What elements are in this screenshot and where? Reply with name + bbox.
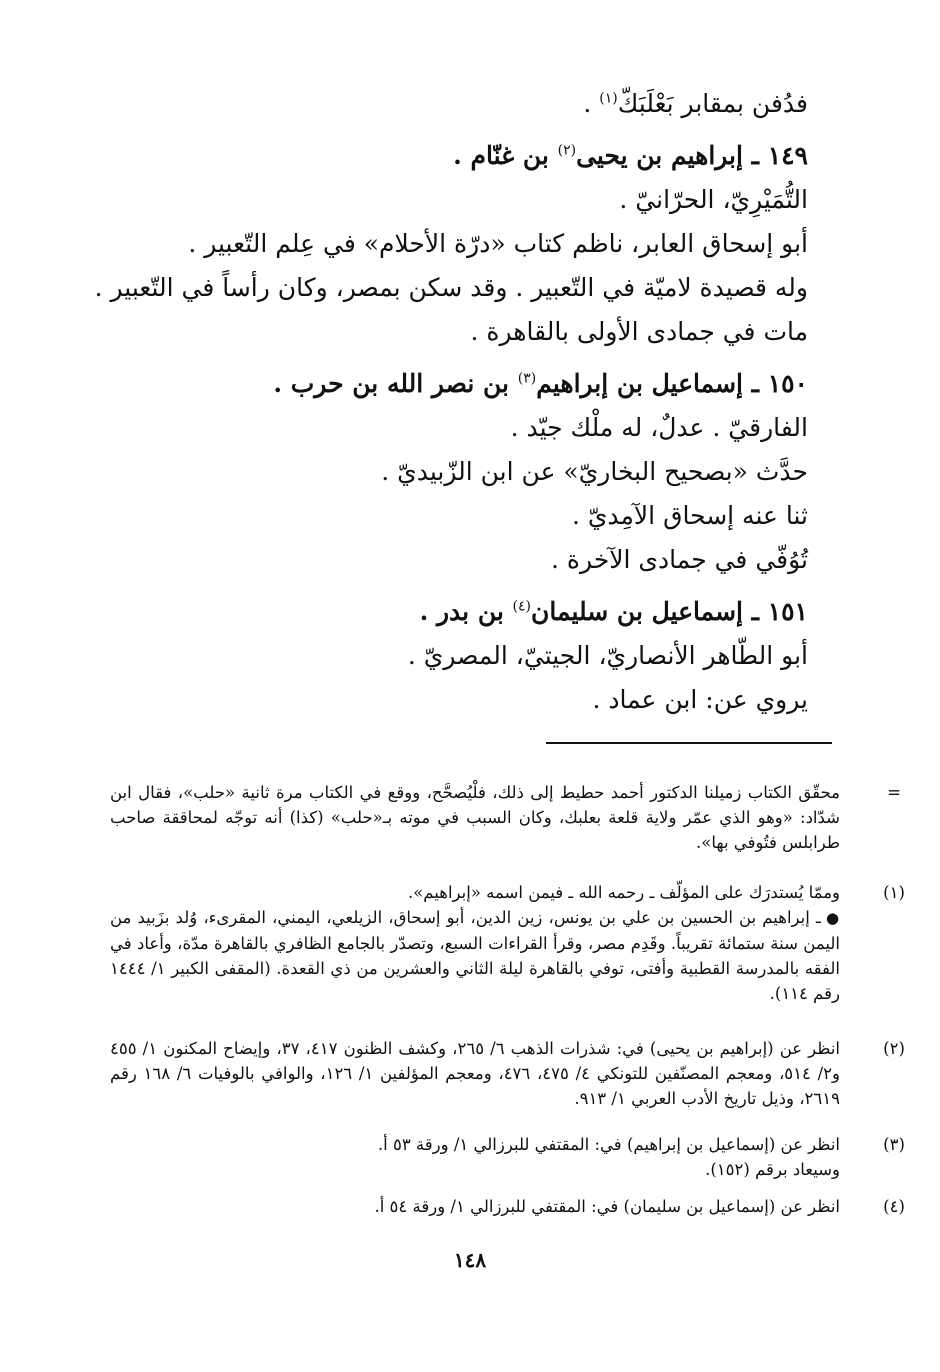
footnote-ref-1: (١) [599,90,618,107]
footnote-3-line: انظر عن (إسماعيل بن إبراهيم) في: المقتفي للبرزالي ١/ ورقة ٥٣ أ. [377,1135,840,1154]
footnote-ref-2: (٢) [557,142,577,159]
entry-151-name: ١٥١ ـ إسماعيل بن سليمان [531,597,808,626]
footnote-separator [546,742,832,744]
footnote-continuation [110,780,901,855]
entry-149-line: وله قصيدة لاميّة في التّعبير . وقد سكن بمصر، وكان رأساً في التّعبير . [94,273,808,302]
continuation-mark: = [887,783,901,802]
footnote-number: (٣) [883,1135,905,1154]
entry-151-name-rest: بن بدر . [419,597,513,626]
entry-150-line: تُوُفّي في جمادى الآخرة . [551,545,808,574]
footnote-ref-4: (٤) [512,598,532,615]
footnote-continuation-text: محقّق الكتاب زميلنا الدكتور أحمد حطيط إلى ذلك، فلْيُصحَّح، ووقع في الكتاب مرة ثانية «حلب»، فقال ابن شدّاد: «وهو الذي عمّر ولاية قلعة بعلبك، وكان السبب في موته بـ«حلب» (كذا) أنه توجّه لمحاققة صاحب طرابلس فتُوفي بها». [110,783,840,852]
intro-line [583,88,808,120]
footnote-number: (٢) [883,1039,905,1058]
intro-text: فدُفن بمقابر بَعْلَبَكّ [617,89,808,118]
entry-149-name-rest: بن غنّام . [453,141,558,170]
footnote-3 [110,1132,905,1182]
page-number: ١٤٨ [453,1248,487,1272]
entry-149-line: التُّمَيْرِيّ، الحرّانيّ . [619,185,808,214]
footnote-1-text: وممّا يُستدرَك على المؤلّف ـ رحمه الله ـ فيمن اسمه «إبراهيم». [407,883,840,902]
entry-151-line: أبو الطّاهر الأنصاريّ، الجيتيّ، المصريّ . [407,641,808,670]
entry-149-heading [453,140,808,172]
entry-149-line: مات في جمادى الأولى بالقاهرة . [470,317,808,346]
footnote-ref-3: (٣) [517,370,537,387]
footnote-2-text: انظر عن (إبراهيم بن يحيى) في: شذرات الذهب ٦/ ٢٦٥، وكشف الظنون ٤١٧، ٣٧، وإيضاح المكنون ١/ ٤٥٥ و٢/ ٥١٤، ومعجم المصنّفين للتونكي ٤/ ٤٧٥، ٤٧٦، ومعجم المؤلفين ١/ ١٢٦، والوافي بالوفيات ٦/ ١٦٨ رقم ٢٦١٩، وذيل تاريخ الأدب العربي ١/ ٩١٣. [110,1039,840,1108]
footnote-3-line: وسيعاد برقم (١٥٢). [705,1160,840,1179]
bullet-icon: ● [826,909,840,927]
entry-150-line: حدَّث «بصحيح البخاريّ» عن ابن الزّبيديّ . [381,457,808,486]
entry-151-line: يروي عن: ابن عماد . [592,685,808,714]
entry-150-name: ١٥٠ ـ إسماعيل بن إبراهيم [536,369,808,398]
footnote-number: (٤) [883,1197,905,1216]
entry-150-heading [273,368,808,400]
entry-150-name-rest: بن نصر الله بن حرب . [273,369,518,398]
footnote-4-text: انظر عن (إسماعيل بن سليمان) في: المقتفي للبرزالي ١/ ورقة ٥٤ أ. [374,1197,840,1216]
footnote-1-extra-text: ـ إبراهيم بن الحسين بن علي بن يونس، زين الدين، أبو إسحاق، الزيلعي، اليمني، المقرىء، وُلد بزَبيد من اليمن سنة ستمائة تقريباً. وقَدِم مصر، وقرأ القراءات السبع، وتصدّر بالجامع الظافري بالقاهرة مدّة، وأعاد في الفقه بالمدرسة القطبية وأفتى، توفي بالقاهرة ليلة الثاني والعشرين من ذي القعدة. (المقفى الكبير ١/ ١٤٤٤ رقم ١١٤). [110,908,840,1003]
intro-end: . [583,89,600,118]
footnote-1 [110,880,905,1006]
entry-150-line: ثنا عنه إسحاق الآمِديّ . [571,501,808,530]
footnote-number: (١) [883,883,905,902]
entry-150-line: الفارقيّ . عدلٌ، له ملْك جيّد . [510,413,808,442]
entry-149-name: ١٤٩ ـ إبراهيم بن يحيى [576,141,808,170]
footnote-2 [110,1036,905,1111]
footnote-1-extra [110,905,840,1006]
entry-151-heading [420,596,808,628]
entry-149-line: أبو إسحاق العابر، ناظم كتاب «درّة الأحلام» في عِلم التّعبير . [188,229,808,258]
footnote-4 [110,1194,905,1219]
